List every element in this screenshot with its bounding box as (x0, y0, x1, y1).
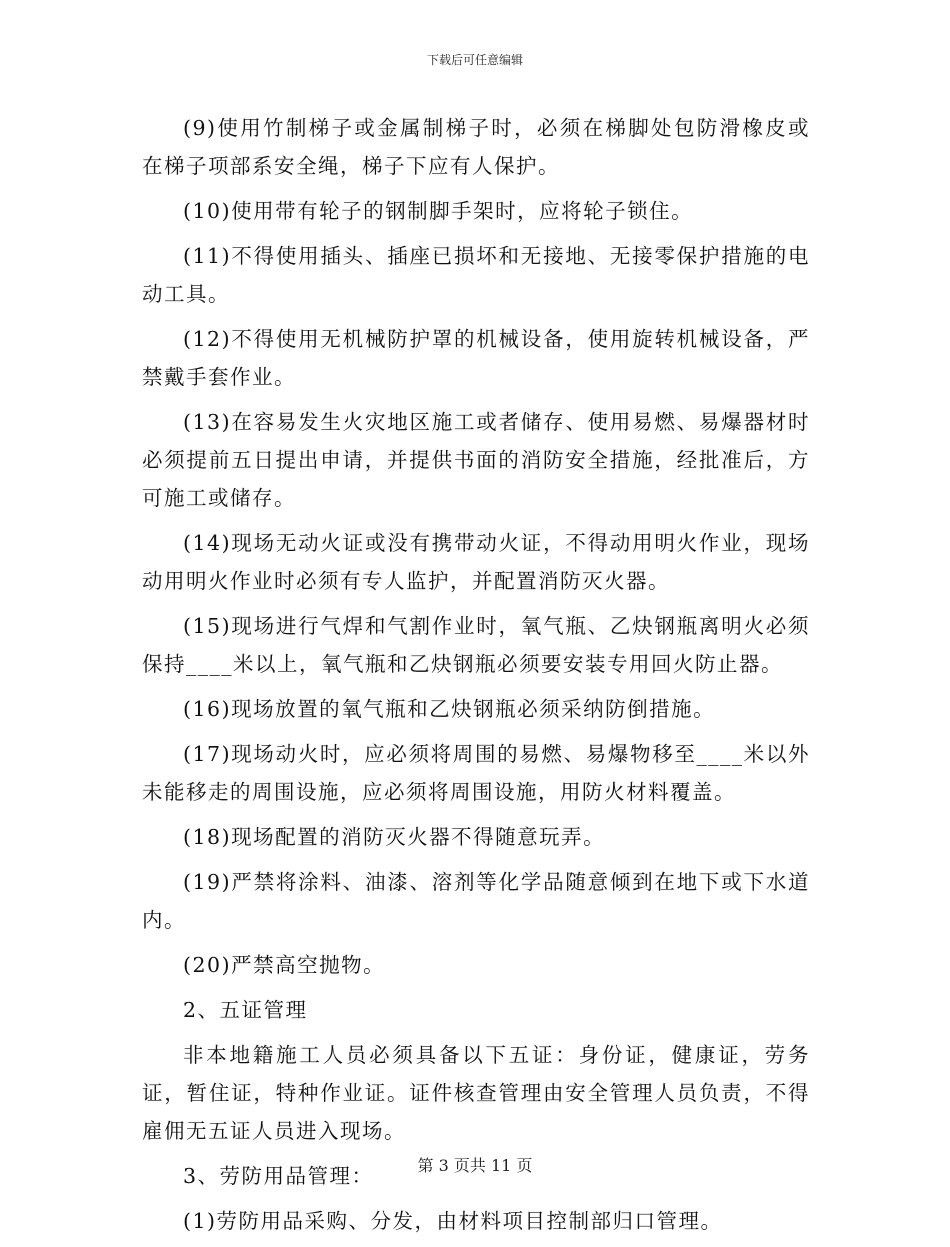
paragraph-item-18: (18)现场配置的消防灭火器不得随意玩弄。 (183, 825, 606, 849)
section-heading-five-certificates: 2、五证管理 (183, 998, 308, 1022)
paragraph-item-16: (16)现场放置的氧气瓶和乙炔钢瓶必须采纳防倒措施。 (183, 697, 716, 721)
paragraph-item-9: (9)使用竹制梯子或金属制梯子时，必须在梯脚处包防滑橡皮或在梯子项部系安全绳，梯子下应有人保护。 (142, 116, 810, 178)
paragraph-item-14: (14)现场无动火证或没有携带动火证，不得动用明火作业，现场动用明火作业时必须有专人监护，并配置消防灭火器。 (142, 531, 810, 593)
section-heading-protective-equipment: 3、劳防用品管理： (183, 1164, 374, 1188)
paragraph-item-20: (20)严禁高空抛物。 (183, 953, 386, 977)
page-footer: 第 3 页共 11 页 (417, 1156, 533, 1175)
paragraph-item-10: (10)使用带有轮子的钢制脚手架时，应将轮子锁住。 (183, 199, 694, 223)
paragraph-five-certificates: 非本地籍施工人员必须具备以下五证：身份证，健康证，劳务证，暂住证，特种作业证。证件核查管理由安全管理人员负责，不得雇佣无五证人员进入现场。 (142, 1043, 810, 1143)
paragraph-item-17: (17)现场动火时，应必须将周围的易燃、易爆物移至____米以外未能移走的周围设施，应必须将周围设施，用防火材料覆盖。 (142, 742, 810, 804)
paragraph-item-15: (15)现场进行气焊和气割作业时，氧气瓶、乙炔钢瓶离明火必须保持____米以上，氧气瓶和乙炔钢瓶必须要安装专用回火防止器。 (142, 614, 810, 676)
page-header: 下载后可任意编辑 (426, 53, 523, 67)
paragraph-item-12: (12)不得使用无机械防护罩的机械设备，使用旋转机械设备，严禁戴手套作业。 (142, 327, 810, 389)
paragraph-item-13: (13)在容易发生火灾地区施工或者储存、使用易燃、易爆器材时必须提前五日提出申请，并提供书面的消防安全措施，经批准后，方可施工或储存。 (142, 410, 810, 510)
paragraph-item-11: (11)不得使用插头、插座已损坏和无接地、无接零保护措施的电动工具。 (142, 244, 810, 306)
paragraph-protective-item-1: (1)劳防用品采购、分发，由材料项目控制部归口管理。 (183, 1209, 723, 1233)
paragraph-item-19: (19)严禁将涂料、油漆、溶剂等化学品随意倾到在地下或下水道内。 (142, 870, 810, 932)
document-body (142, 109, 810, 1247)
